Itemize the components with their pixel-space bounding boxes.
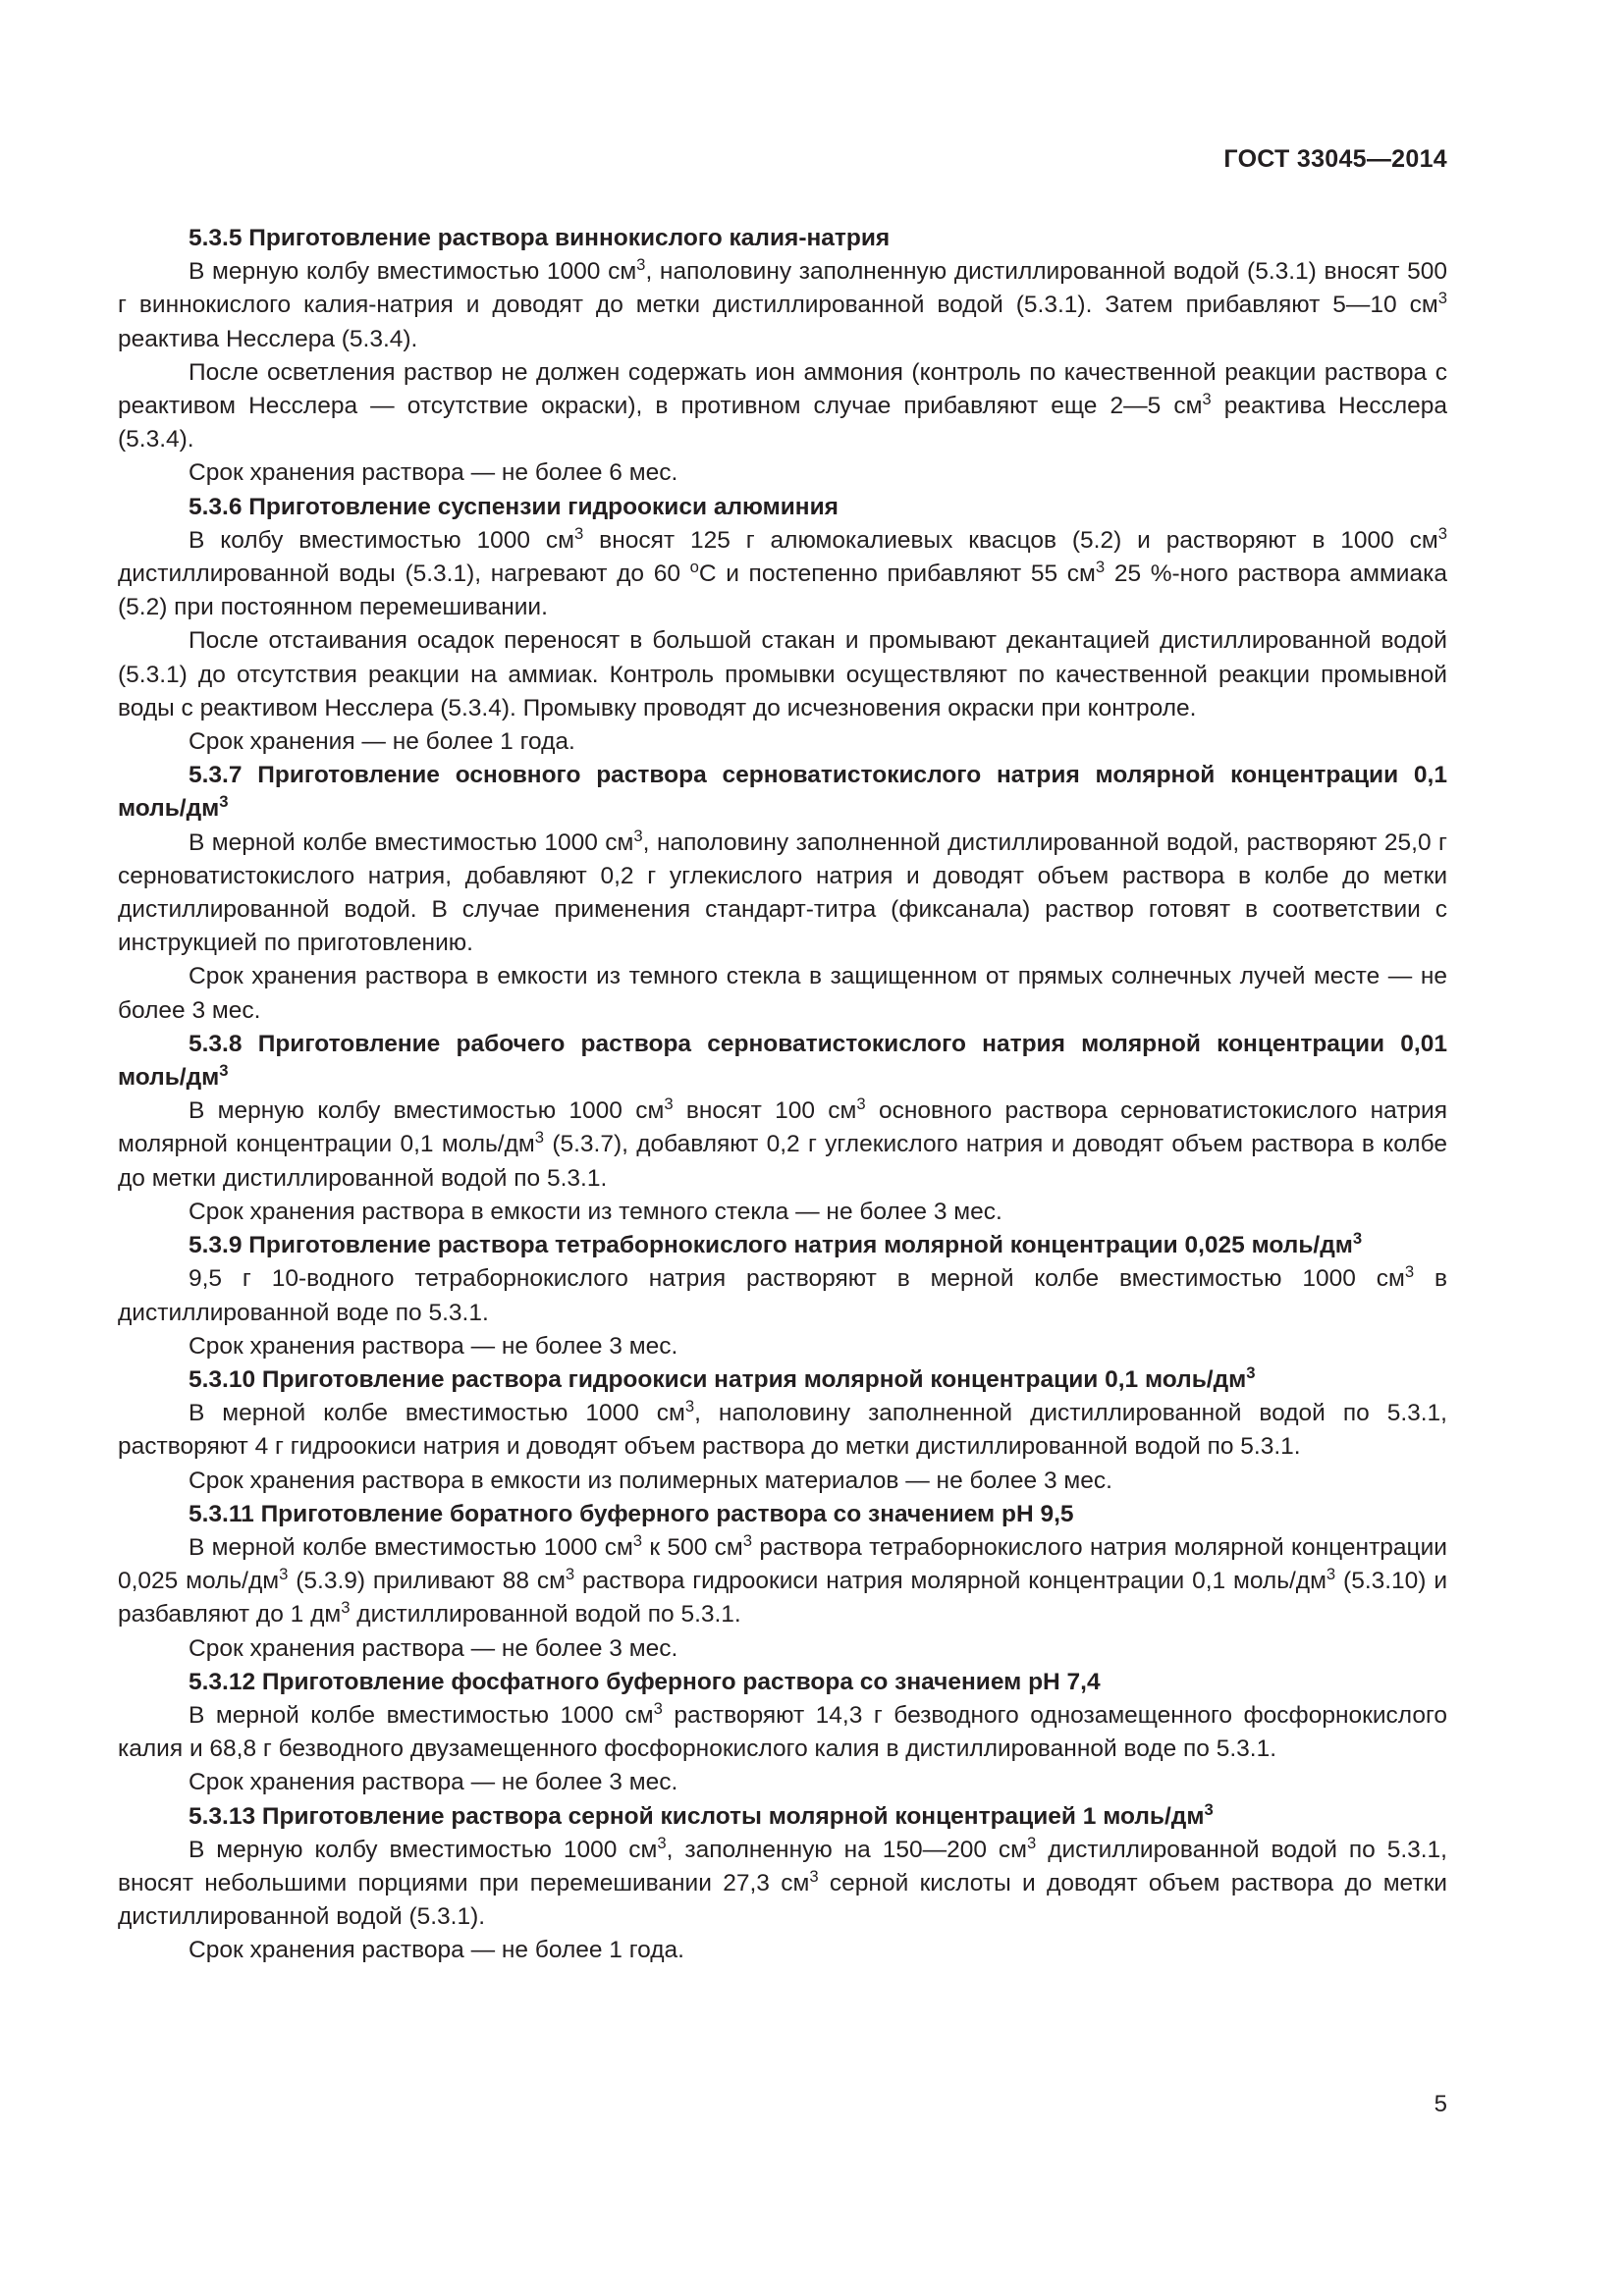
text-run: Срок хранения раствора в емкости из темного стекла в защищенном от прямых солнечных лучей месте — не более 3 мес. (118, 963, 1447, 1024)
superscript: 3 (219, 1060, 229, 1080)
text-run: (5.3.10) и разбавляют до 1 дм (118, 1568, 1448, 1629)
text-run: 5.3.13 Приготовление раствора серной кислоты молярной концентрацией 1 моль/дм (189, 1802, 1205, 1830)
superscript: 3 (1246, 1362, 1256, 1382)
superscript: 3 (636, 255, 646, 275)
section-heading (118, 1363, 1447, 1397)
text-run: Срок хранения раствора — не более 1 года. (189, 1937, 684, 1964)
paragraph (118, 1632, 1447, 1666)
superscript: о (689, 557, 699, 576)
section-heading (118, 1229, 1447, 1262)
section-heading (118, 1800, 1447, 1834)
section-heading (118, 1028, 1447, 1095)
superscript: 3 (657, 1833, 667, 1852)
text-run: В мерной колбе вместимостью 1000 см (189, 1533, 633, 1561)
superscript: 3 (684, 1396, 695, 1415)
text-run: В мерную колбу вместимостью 1000 см (189, 1097, 665, 1125)
text-run: (5.3.9) приливают 88 см (288, 1568, 566, 1595)
text-run: , наполовину заполненную дистиллированной водой (5.3.1) вносят 500 г виннокислого калия-натрия и доводят до метки дистиллированной водой (5.3.1). Затем прибавляют 5—10 см (118, 258, 1447, 319)
text-run: реактива Несслера (5.3.4). (118, 393, 1448, 454)
paragraph (118, 1465, 1447, 1498)
superscript: 3 (633, 826, 643, 845)
superscript: 3 (1027, 1833, 1037, 1852)
text-run: 5.3.7 Приготовление основного раствора серноватистокислого натрия молярной концентрации 0,1 моль/дм (118, 762, 1447, 823)
text-run: Срок хранения раствора — не более 3 мес. (189, 1634, 678, 1662)
paragraph (118, 1397, 1447, 1464)
text-run: Срок хранения — не более 1 года. (189, 728, 575, 756)
text-run: Срок хранения раствора — не более 3 мес. (189, 1332, 678, 1360)
section-heading: 5.3.11 Приготовление боратного буферного раствора со значением рН 9,5 (189, 1500, 1074, 1527)
superscript: 3 (574, 523, 584, 543)
section-heading: 5.3.12 Приготовление фосфатного буферного раствора со значением рН 7,4 (189, 1668, 1101, 1695)
section-heading: 5.3.6 Приготовление суспензии гидроокиси алюминия (189, 493, 839, 520)
superscript: 3 (809, 1866, 819, 1886)
superscript: 3 (341, 1598, 351, 1618)
superscript: 3 (742, 1530, 753, 1550)
superscript: 3 (856, 1095, 866, 1114)
paragraph (118, 1262, 1447, 1329)
paragraph (118, 1330, 1447, 1363)
superscript: 3 (1095, 557, 1106, 576)
superscript: 3 (664, 1095, 674, 1114)
section-heading: 5.3.5 Приготовление раствора виннокислого калия-натрия (189, 225, 891, 251)
text-run: В мерной колбе вместимостью 1000 см (189, 828, 634, 856)
text-run: дистиллированной водой по 5.3.1. (350, 1601, 741, 1629)
text-run: (5.3.7), добавляют 0,2 г углекислого натрия и доводят объем раствора в колбе до метки дистиллированной водой по 5.3.1. (118, 1131, 1447, 1192)
text-run: После осветления раствор не должен содержать ион аммония (контроль по качественной реакции раствора с реактивом Несслера — отсутствие окраски), в противном случае прибавляют еще 2—5 см (118, 358, 1447, 420)
document-body (118, 222, 1447, 1968)
superscript: 3 (1204, 1799, 1214, 1819)
text-run: В колбу вместимостью 1000 см (189, 526, 575, 554)
paragraph (118, 1699, 1447, 1766)
text-run: к 500 см (642, 1533, 743, 1561)
paragraph (118, 827, 1447, 961)
section-heading (118, 759, 1447, 826)
superscript: 3 (653, 1698, 663, 1718)
text-run: дистиллированной водой по 5.3.1, вносят небольшими порциями при перемешивании 27,3 см (118, 1836, 1447, 1896)
superscript: 3 (1352, 1228, 1363, 1248)
text-run: В мерной колбе вместимостью 1000 см (189, 1400, 685, 1427)
text-run: , наполовину заполненной дистиллированной водой, растворяют 25,0 г серноватистокислого натрия, добавляют 0,2 г углекислого натрия и доводят объем раствора в колбе до метки дистиллированной водой. В случае применения стандарт-титра (фиксанала) раствор готовят в соответствии с инструкцией по приготовлению. (118, 828, 1447, 957)
text-run: серной кислоты и доводят объем раствора до метки дистиллированной водой (5.3.1). (118, 1869, 1447, 1931)
text-run: 5.3.9 Приготовление раствора тетраборнокислого натрия молярной концентрации 0,025 моль/дм (189, 1232, 1353, 1259)
superscript: 3 (534, 1128, 545, 1148)
page-number: 5 (1434, 2091, 1447, 2117)
paragraph (118, 624, 1447, 725)
text-run: 9,5 г 10-водного тетраборнокислого натрия растворяют в мерной колбе вместимостью 1000 см (189, 1265, 1405, 1293)
paragraph (118, 524, 1447, 625)
text-run: дистиллированной воды (5.3.1), нагревают до 60 (118, 561, 690, 588)
text-run: В мерную колбу вместимостью 1000 см (189, 258, 637, 286)
superscript: 3 (565, 1564, 575, 1583)
paragraph (118, 1095, 1447, 1196)
text-run: реактива Несслера (5.3.4). (118, 325, 418, 352)
paragraph (118, 1834, 1447, 1935)
paragraph (118, 1766, 1447, 1799)
paragraph (118, 456, 1447, 490)
text-run: вносят 100 см (673, 1097, 857, 1125)
text-run: 25 %-ного раствора аммиака (5.2) при постоянном перемешивании. (118, 561, 1447, 621)
text-run: 5.3.8 Приготовление рабочего раствора серноватистокислого натрия молярной концентрации 0,01 моль/дм (118, 1030, 1447, 1092)
paragraph (118, 255, 1447, 356)
paragraph (118, 1934, 1447, 1967)
text-run: в дистиллированной воде по 5.3.1. (118, 1265, 1447, 1326)
superscript: 3 (219, 792, 229, 812)
text-run: раствора тетраборнокислого натрия молярной концентрации 0,025 моль/дм (118, 1533, 1447, 1595)
superscript: 3 (1437, 289, 1447, 308)
paragraph (118, 725, 1447, 759)
text-run: С и постепенно прибавляют 55 см (698, 561, 1096, 588)
text-run: 5.3.10 Приготовление раствора гидроокиси натрия молярной концентрации 0,1 моль/дм (189, 1365, 1247, 1393)
superscript: 3 (1404, 1262, 1415, 1282)
superscript: 3 (279, 1564, 289, 1583)
paragraph (118, 1196, 1447, 1229)
paragraph (118, 356, 1447, 457)
text-run: В мерную колбу вместимостью 1000 см (189, 1836, 658, 1863)
text-run: Срок хранения раствора — не более 6 мес. (189, 459, 678, 487)
text-run: После отстаивания осадок переносят в большой стакан и промывают декантацией дистиллированной водой (5.3.1) до отсутствия реакции на аммиак. Контроль промывки осуществляют по качественной реакции промывной воды с реактивом Несслера (5.3.4). Промывку проводят до исчезновения окраски при контроле. (118, 627, 1447, 721)
text-run: основного раствора серноватистокислого натрия молярной концентрации 0,1 моль/дм (118, 1097, 1447, 1158)
text-run: растворяют 14,3 г безводного однозамещенного фосфорнокислого калия и 68,8 г безводного двузамещенного фосфорнокислого калия в дистиллированной воде по 5.3.1. (118, 1701, 1447, 1763)
document-header: ГОСТ 33045—2014 (1223, 145, 1447, 173)
text-run: Срок хранения раствора — не более 3 мес. (189, 1769, 678, 1796)
text-run: вносят 125 г алюмокалиевых квасцов (5.2) и растворяют в 1000 см (583, 526, 1438, 554)
text-run: , заполненную на 150—200 см (666, 1836, 1027, 1863)
superscript: 3 (1202, 389, 1212, 408)
text-run: Срок хранения раствора в емкости из темного стекла — не более 3 мес. (189, 1198, 1002, 1225)
superscript: 3 (1437, 523, 1447, 543)
superscript: 3 (632, 1530, 643, 1550)
text-run: В мерной колбе вместимостью 1000 см (189, 1701, 654, 1729)
text-run: раствора гидроокиси натрия молярной концентрации 0,1 моль/дм (574, 1568, 1326, 1595)
paragraph (118, 1531, 1447, 1632)
superscript: 3 (1326, 1564, 1336, 1583)
text-run: , наполовину заполненной дистиллированной водой по 5.3.1, растворяют 4 г гидроокиси натрия и доводят объем раствора до метки дистиллированной водой по 5.3.1. (118, 1400, 1447, 1461)
paragraph (118, 960, 1447, 1027)
text-run: Срок хранения раствора в емкости из полимерных материалов — не более 3 мес. (189, 1467, 1112, 1494)
